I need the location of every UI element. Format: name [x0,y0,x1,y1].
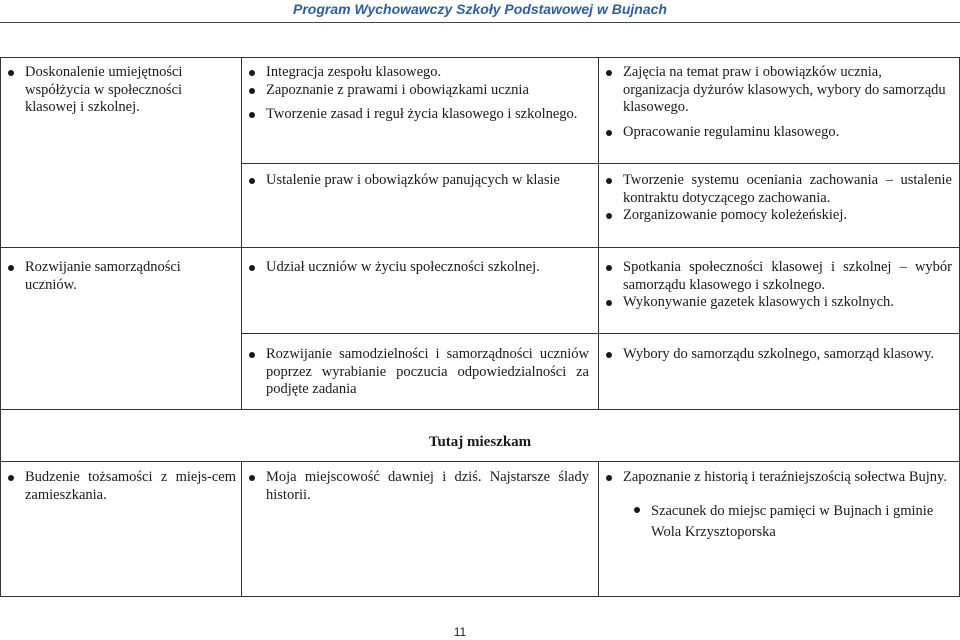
list-item: Rozwijanie samorządności uczniów. [4,259,194,294]
list-item: Wybory do samorządu szkolnego, samorząd klasowy. [602,346,952,364]
table-border-bottom [0,596,960,597]
list-item: Rozwijanie samodzielności i samorządności uczniów poprzez wyrabianie poczucia odpowiedzialności za podjęte zadania [245,346,589,399]
row3-goal-cell [4,259,194,294]
row4-method-cell [602,346,952,364]
list-item: Udział uczniów w życiu społeczności szkolnej. [245,259,589,277]
row3-method-cell [602,259,952,312]
list-item: Ustalenie praw i obowiązków panujących w klasie [245,172,589,190]
list-item: Tworzenie systemu oceniania zachowania – ustalenie kontraktu dotyczącego zachowania. [602,172,952,207]
table-border-col2 [598,57,599,409]
page-number: 11 [453,625,467,639]
table-border-left [0,57,1,409]
table-border-row3 [241,333,960,334]
table-border-row1 [241,163,960,164]
row2-task-cell [245,172,589,190]
list-item: Zajęcia na temat praw i obowiązków ucznia, organizacja dyżurów klasowych, wybory do samorządu klasowego. [602,64,952,117]
list-item: Szacunek do miejsc pamięci w Bujnach i gminie Wola Krzysztoporska [630,501,952,543]
header-rule [0,22,960,23]
list-item: Spotkania społeczności klasowej i szkolnej – wybór samorządu klasowego i szkolnego. [602,259,952,294]
row1-goal-cell [4,64,194,117]
list-item: Tworzenie zasad i reguł życia klasowego i szkolnego. [245,106,589,124]
list-item: Zapoznanie z historią i teraźniejszością sołectwa Bujny. [602,469,952,487]
table-border-section-top [0,461,960,462]
table-border-row2 [0,247,960,248]
section-title: Tutaj mieszkam [428,434,532,450]
row4-task-cell [245,346,589,399]
list-item: Moja miejscowość dawniej i dziś. Najstarsze ślady historii. [245,469,589,504]
list-item: Opracowanie regulaminu klasowego. [602,124,952,142]
table-border-col1 [241,57,242,409]
list-item: Wykonywanie gazetek klasowych i szkolnych. [602,294,952,312]
table-border-col2-section [598,461,599,596]
list-item: Integracja zespołu klasowego. [245,64,589,82]
list-item: Zapoznanie z prawami i obowiązkami ucznia [245,82,589,100]
list-item: Doskonalenie umiejętności współżycia w społeczności klasowej i szkolnej. [4,64,194,117]
list-item: Budzenie tożsamości z miejs-cem zamieszkania. [4,469,236,504]
row1-method-cell [602,64,952,141]
section-goal-cell [4,469,236,504]
row3-task-cell [245,259,589,277]
table-border-col1-section [241,461,242,596]
row2-method-cell [602,172,952,225]
section-task-cell [245,469,589,504]
list-item: Zorganizowanie pomocy koleżeńskiej. [602,207,952,225]
table-border-row4 [0,409,960,410]
page-header: Program Wychowawczy Szkoły Podstawowej w Bujnach [293,1,667,17]
section-method-cell [602,469,952,543]
table-border-top [0,57,960,58]
row1-task-cell [245,64,589,124]
